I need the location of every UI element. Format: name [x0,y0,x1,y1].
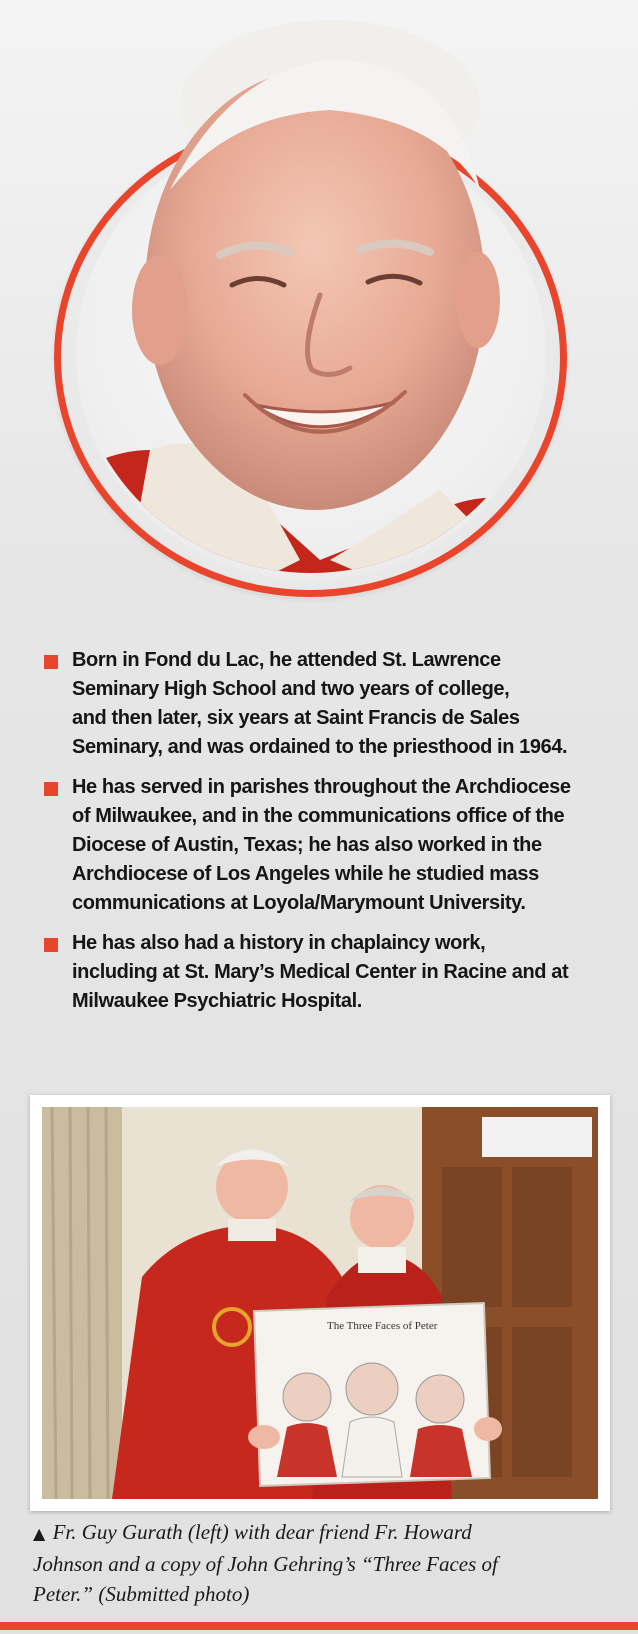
caption-line [33,1517,603,1549]
group-photo-illustration [42,1107,598,1499]
group-photo [42,1107,598,1499]
bottom-rule [0,1622,638,1630]
poster-title: The Three Faces of Peter [327,1320,438,1332]
bullet-square-icon [44,938,58,952]
portrait-photo [0,0,638,620]
bullet-line: Milwaukee Psychiatric Hospital. [72,990,362,1012]
photo-frame [30,1095,610,1511]
caption-text: Fr. Guy Gurath (left) with dear friend Fr. Howard [52,1520,472,1544]
bullet-line: Born in Fond du Lac, he attended St. Lawrence [72,649,501,671]
bullet-square-icon [44,655,58,669]
bullet-line: Seminary, and was ordained to the priesthood in 1964. [72,736,568,758]
triangle-up-icon: ▲ [33,1524,46,1543]
bullet-item [42,773,617,918]
ear-right [456,252,500,348]
caption-line: Johnson and a copy of John Gehring’s “Three Faces of [33,1552,498,1576]
bullet-line: and then later, six years at Saint Francis de Sales [72,707,520,729]
bullet-line: He has also had a history in chaplaincy work, [72,932,486,954]
photo-caption [33,1517,603,1609]
bullet-line: Seminary High School and two years of college, [72,678,510,700]
bullet-line: including at St. Mary’s Medical Center in Racine and at [72,961,569,983]
bullet-line: Diocese of Austin, Texas; he has also worked in the [72,834,542,856]
caption-line: Peter.” (Submitted photo) [33,1582,250,1606]
bullet-square-icon [44,782,58,796]
bullet-line: Archdiocese of Los Angeles while he studied mass [72,863,539,885]
bullet-line: of Milwaukee, and in the communications office of the [72,805,565,827]
bullet-item [42,646,617,762]
bullet-line: He has served in parishes throughout the Archdiocese [72,776,571,798]
ear-left [132,255,188,365]
bullet-item [42,929,617,1016]
bullet-list [42,646,617,1027]
bullet-line: communications at Loyola/Marymount University. [72,892,526,914]
